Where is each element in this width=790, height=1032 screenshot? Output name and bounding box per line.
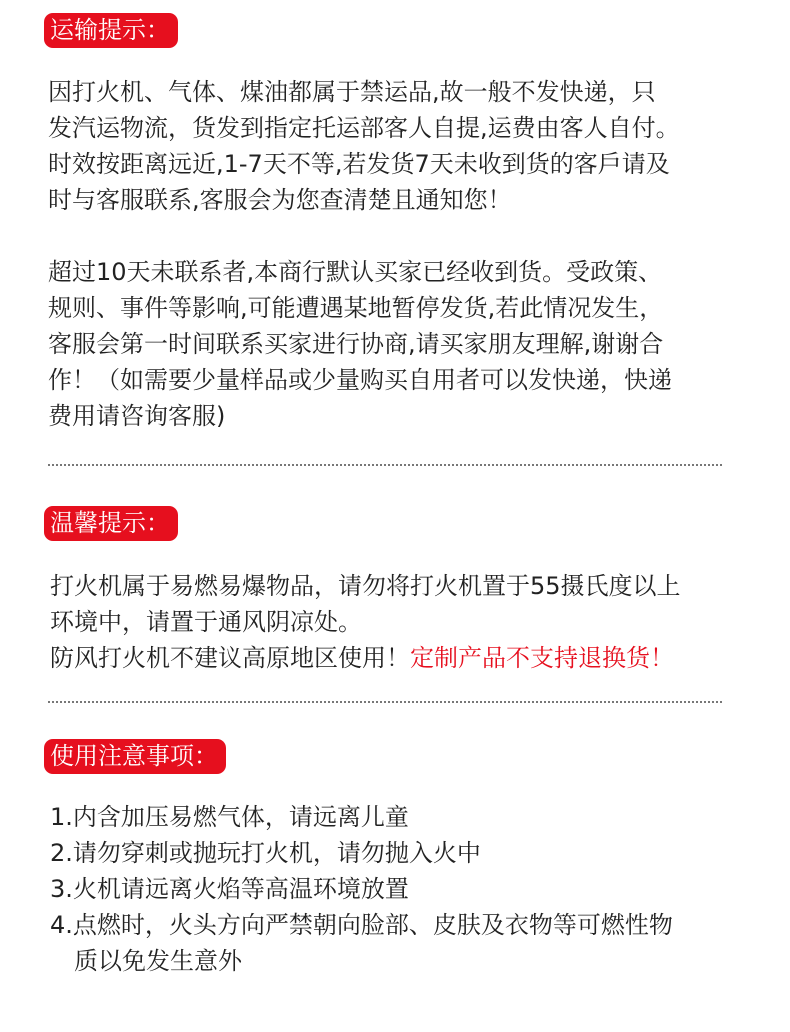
text-line: 作！（如需要少量样品或少量购买自用者可以发快递，快递 (48, 366, 672, 394)
text-line: 因打火机、气体、煤油都属于禁运品,故一般不发快递，只 (48, 78, 656, 106)
list-item-continuation: 质以免发生意外 (74, 947, 242, 975)
text-line: 时效按距离远近,1-7天不等,若发货7天未收到货的客戶请及 (48, 150, 670, 178)
section-divider (48, 701, 722, 703)
text-line (50, 640, 750, 676)
list-item: 1.内含加压易燃气体，请远离儿童 (50, 803, 409, 831)
list-item: 2.请勿穿刺或抛玩打火机，请勿抛入火中 (50, 839, 481, 867)
warm-reminder-tag: 温馨提示： (44, 506, 178, 541)
shipping-paragraph-2 (48, 254, 748, 434)
list-item: 4.点燃时，火头方向严禁朝向脸部、皮肤及衣物等可燃性物 (50, 911, 673, 939)
text-line: 超过10天未联系者,本商行默认买家已经收到货。受政策、 (48, 258, 663, 286)
usage-notes-tag: 使用注意事项： (44, 739, 226, 774)
section-divider (48, 464, 722, 466)
text-line: 时与客服联系,客服会为您查清楚且通知您！ (48, 186, 512, 214)
text-line: 环境中，请置于通风阴凉处。 (50, 608, 362, 636)
text-line: 客服会第一时间联系买家进行协商,请买家朋友理解,谢谢合 (48, 330, 664, 358)
text-line: 费用请咨询客服) (48, 402, 226, 430)
text-line: 规则、事件等影响,可能遭遇某地暂停发货,若此情况发生， (48, 294, 664, 322)
shipping-paragraph-1 (48, 74, 748, 218)
usage-notes-list (50, 799, 750, 979)
shipping-notice-tag: 运输提示： (44, 13, 178, 48)
warm-reminder-paragraph (50, 568, 750, 676)
high-altitude-warning: 防风打火机不建议高原地区使用！ (50, 644, 410, 672)
list-item: 3.火机请远离火焰等高温环境放置 (50, 875, 409, 903)
text-line: 发汽运物流，货发到指定托运部客人自提,运费由客人自付。 (48, 114, 680, 142)
text-line: 打火机属于易燃易爆物品，请勿将打火机置于55摄氏度以上 (50, 572, 681, 600)
no-return-warning: 定制产品不支持退换货！ (410, 644, 674, 672)
